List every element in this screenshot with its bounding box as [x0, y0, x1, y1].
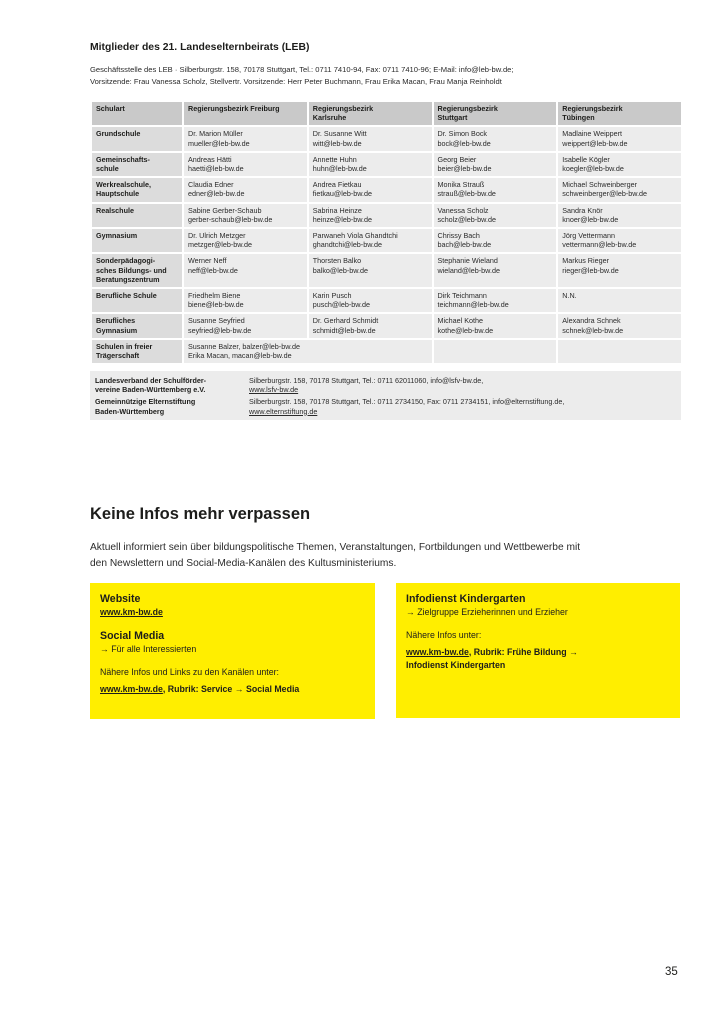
- member-email[interactable]: kothe@leb-bw.de: [437, 325, 494, 335]
- school-type-cell: [91, 288, 183, 313]
- member-cell: [557, 203, 682, 228]
- leb-chair-line: Vorsitzende: Frau Vanessa Scholz, Stellvertr. Vorsitzende: Herr Peter Buchmann, Frau Erika Macan, Frau Manja Reinholdt: [90, 76, 502, 86]
- column-header-text: Schulart: [96, 104, 125, 113]
- table-row: [91, 126, 682, 151]
- association-website-link[interactable]: www.lsfv-bw.de: [249, 385, 299, 395]
- member-cell: [433, 126, 558, 151]
- school-type-label: Beratungszentrum: [96, 274, 160, 284]
- table-row: [91, 313, 682, 338]
- page-number: 35: [665, 966, 678, 978]
- column-header: [91, 101, 183, 126]
- member-email[interactable]: weippert@leb-bw.de: [562, 138, 628, 148]
- member-email[interactable]: scholz@leb-bw.de: [437, 214, 496, 224]
- member-email[interactable]: heinze@leb-bw.de: [312, 214, 372, 224]
- member-cell: [308, 203, 433, 228]
- school-type-label: Berufliches: [96, 316, 136, 326]
- column-header-text: Karlsruhe: [312, 113, 347, 123]
- social-media-link-suffix: , Rubrik: Service → Social Media: [162, 684, 300, 694]
- member-name: Alexandra Schnek: [562, 316, 621, 326]
- school-type-label: Trägerschaft: [96, 351, 140, 361]
- member-cell: [308, 177, 433, 202]
- school-type-label: Hauptschule: [96, 189, 140, 199]
- member-name: Georg Beier: [437, 154, 477, 164]
- infodienst-link-line2: Infodienst Kindergarten: [406, 660, 506, 670]
- member-name: Annette Huhn: [312, 154, 357, 164]
- association-name-line: Gemeinnützige Elternstiftung: [95, 397, 196, 407]
- member-cell: [183, 228, 308, 253]
- member-cell: [183, 126, 308, 151]
- association-details: [249, 397, 681, 415]
- member-name: Dr. Ulrich Metzger: [188, 231, 246, 241]
- association-name-line: Landesverband der Schulförder-: [95, 376, 207, 385]
- association-name: [90, 397, 249, 415]
- school-type-label: Gymnasium: [96, 325, 138, 335]
- column-header-text: Regierungsbezirk: [562, 104, 623, 113]
- associations-block: [90, 371, 681, 420]
- newsletter-intro: [90, 540, 670, 572]
- member-contact: Susanne Balzer, balzer@leb-bw.de: [188, 341, 300, 351]
- infodienst-info: Nähere Infos unter:: [406, 630, 482, 640]
- school-type-label: Schulen in freier: [96, 341, 153, 351]
- member-email[interactable]: balko@leb-bw.de: [312, 265, 368, 275]
- member-name: Isabelle Kögler: [562, 154, 610, 164]
- member-email[interactable]: neff@leb-bw.de: [188, 265, 238, 275]
- table-header-row: [91, 101, 682, 126]
- members-table: [90, 100, 683, 365]
- column-header-text: Regierungsbezirk Freiburg: [188, 104, 280, 113]
- member-email[interactable]: mueller@leb-bw.de: [188, 138, 250, 148]
- member-cell: [433, 288, 558, 313]
- infodienst-link[interactable]: www.km-bw.de: [406, 647, 469, 657]
- association-name-line: vereine Baden-Württemberg e.V.: [95, 385, 206, 395]
- association-address: Silberburgstr. 158, 70178 Stuttgart, Tel.: 0711 2734150, Fax: 0711 2734151, info@elternstiftung.de,: [249, 397, 565, 407]
- member-cell: [557, 152, 682, 177]
- member-name: Madlaine Weippert: [562, 129, 623, 139]
- member-cell: [183, 253, 308, 288]
- member-name: Michael Schweinberger: [562, 180, 637, 190]
- table-row: [91, 152, 682, 177]
- member-email[interactable]: koegler@leb-bw.de: [562, 164, 624, 174]
- column-header-text: Regierungsbezirk: [437, 104, 498, 113]
- empty-cell: [433, 339, 558, 364]
- member-cell: [308, 288, 433, 313]
- infodienst-box: [396, 583, 680, 718]
- member-name: Susanne Seyfried: [188, 316, 245, 326]
- member-name: Dr. Marion Müller: [188, 129, 243, 139]
- table-row: [91, 253, 682, 288]
- member-email[interactable]: teichmann@leb-bw.de: [437, 300, 509, 310]
- member-email[interactable]: bach@leb-bw.de: [437, 240, 492, 250]
- social-media-audience: → Für alle Interessierten: [100, 644, 197, 654]
- member-cell: [183, 288, 308, 313]
- member-cell: [308, 126, 433, 151]
- member-email[interactable]: seyfried@leb-bw.de: [188, 325, 252, 335]
- member-email[interactable]: huhn@leb-bw.de: [312, 164, 367, 174]
- member-cell: [308, 228, 433, 253]
- member-cell: [557, 177, 682, 202]
- member-contact: Erika Macan, macan@leb-bw.de: [188, 351, 292, 361]
- member-cell: [308, 313, 433, 338]
- member-name: Stephanie Wieland: [437, 256, 498, 266]
- member-cell: [557, 288, 682, 313]
- leb-office-line: Geschäftsstelle des LEB · Silberburgstr. 158, 70178 Stuttgart, Tel.: 0711 7410-94, Fax: 0711 7410-96; E-Mail: info@leb-bw.de;: [90, 65, 514, 74]
- member-cell: [183, 177, 308, 202]
- column-header: [183, 101, 308, 126]
- association-details: [249, 376, 681, 394]
- school-type-cell: [91, 339, 183, 364]
- website-social-box: [90, 583, 375, 719]
- member-name: Andrea Fietkau: [312, 180, 362, 190]
- column-header: [433, 101, 558, 126]
- table-row: [91, 177, 682, 202]
- table-row: [91, 288, 682, 313]
- association-row: [90, 376, 681, 394]
- member-name: Werner Neff: [188, 256, 227, 266]
- member-cell: [433, 313, 558, 338]
- social-media-info: Nähere Infos und Links zu den Kanälen unter:: [100, 667, 279, 677]
- member-name: Andreas Hätti: [188, 154, 232, 164]
- empty-cell: [557, 339, 682, 364]
- member-name: Sabrina Heinze: [312, 205, 362, 215]
- table-row: [91, 228, 682, 253]
- member-cell: [433, 228, 558, 253]
- member-name: Markus Rieger: [562, 256, 609, 266]
- school-type-cell: [91, 152, 183, 177]
- member-email[interactable]: schmidt@leb-bw.de: [312, 325, 376, 335]
- member-email[interactable]: strauß@leb-bw.de: [437, 189, 496, 199]
- member-name: Jörg Vettermann: [562, 231, 615, 241]
- table-row: [91, 203, 682, 228]
- association-address: Silberburgstr. 158, 70178 Stuttgart, Tel.: 0711 62011060, info@lsfv-bw.de,: [249, 376, 484, 385]
- member-cell: [557, 228, 682, 253]
- member-name: Parwaneh Viola Ghandtchi: [312, 231, 398, 241]
- table-row-free-schools: [91, 339, 682, 364]
- school-type-cell: [91, 228, 183, 253]
- member-name: Vanessa Scholz: [437, 205, 489, 215]
- website-link[interactable]: www.km-bw.de: [100, 607, 163, 617]
- table-body: [91, 126, 682, 364]
- school-type-cell: [91, 313, 183, 338]
- member-email[interactable]: vettermann@leb-bw.de: [562, 240, 637, 250]
- school-type-label: Realschule: [96, 205, 134, 215]
- member-name: Dr. Susanne Witt: [312, 129, 367, 139]
- member-cell: [433, 253, 558, 288]
- member-email[interactable]: knoer@leb-bw.de: [562, 214, 619, 224]
- member-cell: [557, 126, 682, 151]
- social-media-link-line: [100, 683, 365, 696]
- column-header: [557, 101, 682, 126]
- member-cell: [183, 152, 308, 177]
- infodienst-audience: → Zielgruppe Erzieherinnen und Erzieher: [406, 607, 568, 617]
- association-row: [90, 397, 681, 415]
- member-email[interactable]: edner@leb-bw.de: [188, 189, 245, 199]
- member-email[interactable]: rieger@leb-bw.de: [562, 265, 619, 275]
- school-type-label: Sonderpädagogi-: [96, 256, 156, 266]
- school-type-label: schule: [96, 164, 119, 174]
- social-media-heading: Social Media: [100, 630, 165, 642]
- association-name-line: Baden-Württemberg: [95, 406, 165, 416]
- newsletter-intro-line: Aktuell informiert sein über bildungspolitische Themen, Veranstaltungen, Fortbildungen und Wettbewerbe mit: [90, 542, 581, 553]
- member-name: Thorsten Balko: [312, 256, 362, 266]
- member-email[interactable]: beier@leb-bw.de: [437, 164, 492, 174]
- member-email[interactable]: haetti@leb-bw.de: [188, 164, 244, 174]
- member-email[interactable]: wieland@leb-bw.de: [437, 265, 500, 275]
- member-cell: [433, 203, 558, 228]
- school-type-label: Grundschule: [96, 129, 141, 139]
- member-name: Friedhelm Biene: [188, 291, 241, 301]
- member-name: Dr. Simon Bock: [437, 129, 488, 139]
- association-name: [90, 376, 249, 394]
- column-header: [308, 101, 433, 126]
- leb-title: Mitglieder des 21. Landeselternbeirats (LEB): [90, 42, 310, 53]
- member-name: Dr. Gerhard Schmidt: [312, 316, 379, 326]
- column-header-text: Tübingen: [562, 113, 595, 123]
- school-type-cell: [91, 253, 183, 288]
- school-type-label: Gemeinschafts-: [96, 154, 150, 164]
- member-email[interactable]: fietkau@leb-bw.de: [312, 189, 372, 199]
- member-name: Karin Pusch: [312, 291, 352, 301]
- school-type-cell: [91, 126, 183, 151]
- member-cell: [183, 313, 308, 338]
- member-email[interactable]: gerber-schaub@leb-bw.de: [188, 214, 273, 224]
- member-name: N.N.: [562, 291, 577, 301]
- member-name: Chrissy Bach: [437, 231, 480, 241]
- infodienst-link-suffix: , Rubrik: Frühe Bildung →: [468, 647, 578, 657]
- member-email[interactable]: ghandtchi@leb-bw.de: [312, 240, 382, 250]
- member-email[interactable]: bock@leb-bw.de: [437, 138, 491, 148]
- association-website-link[interactable]: www.elternstiftung.de: [249, 406, 318, 416]
- member-email[interactable]: schweinberger@leb-bw.de: [562, 189, 648, 199]
- member-email[interactable]: pusch@leb-bw.de: [312, 300, 370, 310]
- member-cell: [557, 253, 682, 288]
- member-name: Sabine Gerber-Schaub: [188, 205, 262, 215]
- leb-office-info: [90, 64, 650, 87]
- member-cell: [433, 177, 558, 202]
- column-header-text: Regierungsbezirk: [312, 104, 374, 113]
- member-cell: [183, 203, 308, 228]
- member-email[interactable]: metzger@leb-bw.de: [188, 240, 253, 250]
- school-type-cell: [91, 203, 183, 228]
- social-media-link[interactable]: www.km-bw.de: [100, 684, 163, 694]
- member-cell: [308, 152, 433, 177]
- school-type-label: Gymnasium: [96, 231, 138, 241]
- school-type-label: Werkrealschule,: [96, 180, 152, 190]
- infodienst-heading: Infodienst Kindergarten: [406, 593, 526, 605]
- infodienst-link-line: [406, 646, 670, 659]
- member-name: Michael Kothe: [437, 316, 484, 326]
- school-type-cell: [91, 177, 183, 202]
- member-name: Dirk Teichmann: [437, 291, 487, 301]
- member-email[interactable]: biene@leb-bw.de: [188, 300, 244, 310]
- school-type-label: sches Bildungs- und: [96, 265, 167, 275]
- school-type-label: Berufliche Schule: [96, 291, 157, 301]
- newsletter-intro-line: den Newslettern und Social-Media-Kanälen des Kultusministeriums.: [90, 558, 397, 569]
- member-cell-free-schools: [183, 339, 433, 364]
- member-email[interactable]: witt@leb-bw.de: [312, 138, 362, 148]
- member-email[interactable]: schnek@leb-bw.de: [562, 325, 624, 335]
- member-cell: [433, 152, 558, 177]
- member-name: Claudia Edner: [188, 180, 234, 190]
- member-name: Sandra Knör: [562, 205, 603, 215]
- website-heading: Website: [100, 593, 141, 605]
- member-name: Monika Strauß: [437, 180, 485, 190]
- member-cell: [308, 253, 433, 288]
- member-cell: [557, 313, 682, 338]
- newsletter-heading: Keine Infos mehr verpassen: [90, 505, 311, 523]
- column-header-text: Stuttgart: [437, 113, 468, 123]
